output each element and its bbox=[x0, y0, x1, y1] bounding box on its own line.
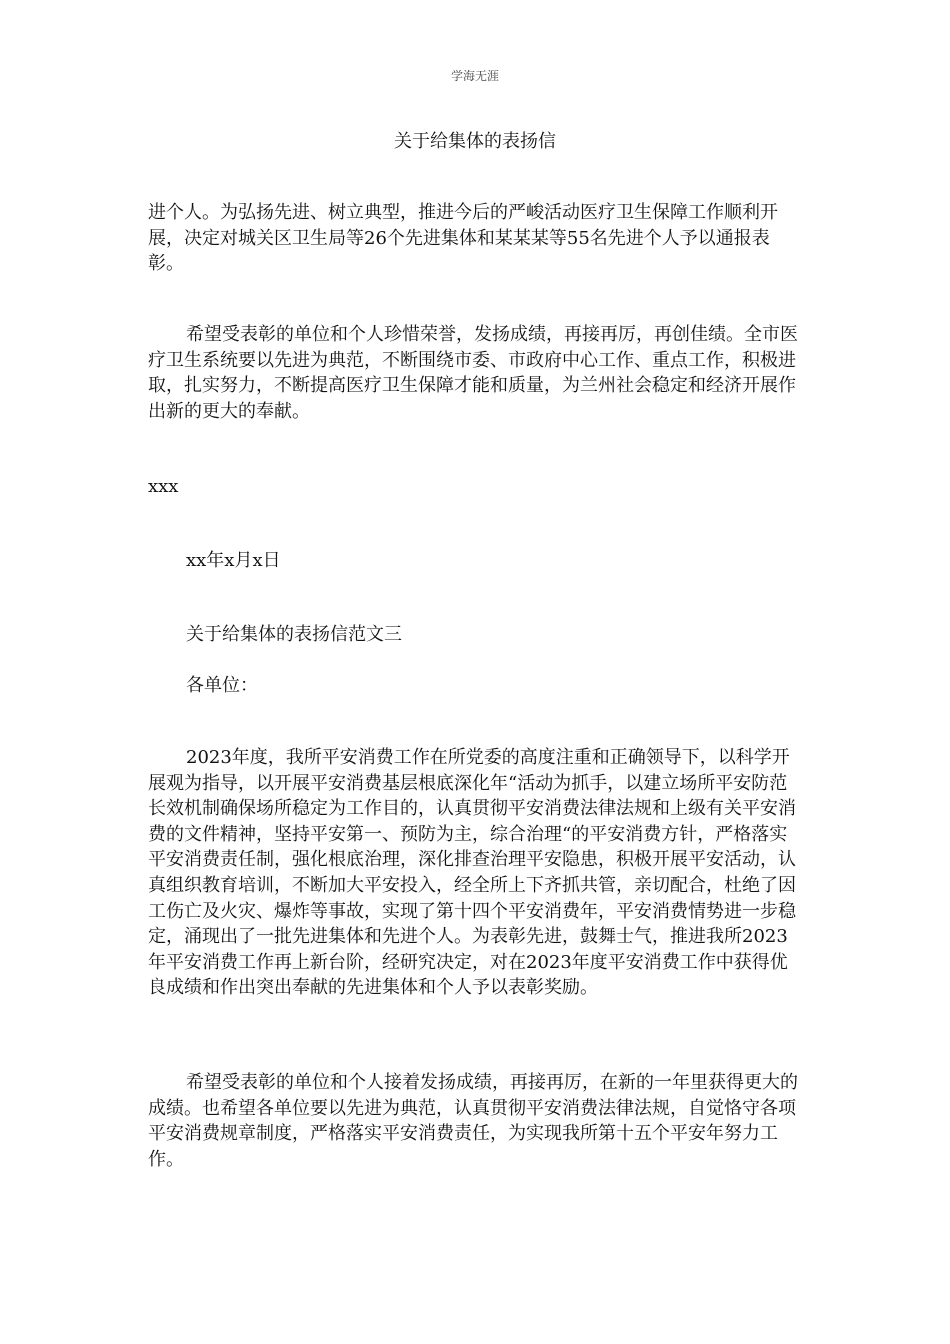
header-note: 学海无涯 bbox=[450, 69, 499, 83]
page-title: 关于给集体的表扬信 bbox=[394, 131, 556, 152]
salutation: 各单位： bbox=[186, 675, 258, 696]
paragraph-3: 2023年度，我所平安消费工作在所党委的高度注重和正确领导下，以科学开展观为指导，以开展平安消费基层根底深化年“活动为抓手，以建立场所平安防范长效机制确保场所稳定为工作目的，认真贯彻平安消费法律法规和上级有关平安消费的文件精神，坚持平安第一、预防为主，综合治理“的平安消费方针，严格落实平安消费责任制，强化根底治理，深化排查治理平安隐患，积极开展平安活动，认真组织教育培训，不断加大平安投入，经全所上下齐抓共管，亲切配合，杜绝了因工伤亡及火灾、爆炸等事故，实现了第十四个平安消费年，平安消费情势进一步稳定，涌现出了一批先进集体和先进个人。为表彰先进，鼓舞士气，推进我所2023年平安消费工作再上新台阶，经研究决定，对在2023年度平安消费工作中获得优良成绩和作出突出奉献的先进集体和个人予以表彰奖励。 bbox=[148, 747, 796, 999]
paragraph-2: 希望受表彰的单位和个人珍惜荣誉，发扬成绩，再接再厉，再创佳绩。全市医疗卫生系统要以先进为典范，不断围绕市委、市政府中心工作、重点工作，积极进取，扎实努力，不断提高医疗卫生保障才能和质量，为兰州社会稳定和经济开展作出新的更大的奉献。 bbox=[148, 324, 798, 422]
paragraph-4: 希望受表彰的单位和个人接着发扬成绩，再接再厉，在新的一年里获得更大的成绩。也希望各单位要以先进为典范，认真贯彻平安消费法律法规，自觉恪守各项平安消费规章制度，严格落实平安消费责任，为实现我所第十五个平安年努力工作。 bbox=[148, 1072, 798, 1170]
paragraph-1: 进个人。为弘扬先进、树立典型，推进今后的严峻活动医疗卫生保障工作顺利开展，决定对城关区卫生局等26个先进集体和某某某等55名先进个人予以通报表彰。 bbox=[148, 202, 778, 275]
date-line: xx年x月x日 bbox=[186, 550, 281, 571]
signature: xxx bbox=[148, 476, 179, 497]
section-title: 关于给集体的表扬信范文三 bbox=[186, 624, 402, 645]
